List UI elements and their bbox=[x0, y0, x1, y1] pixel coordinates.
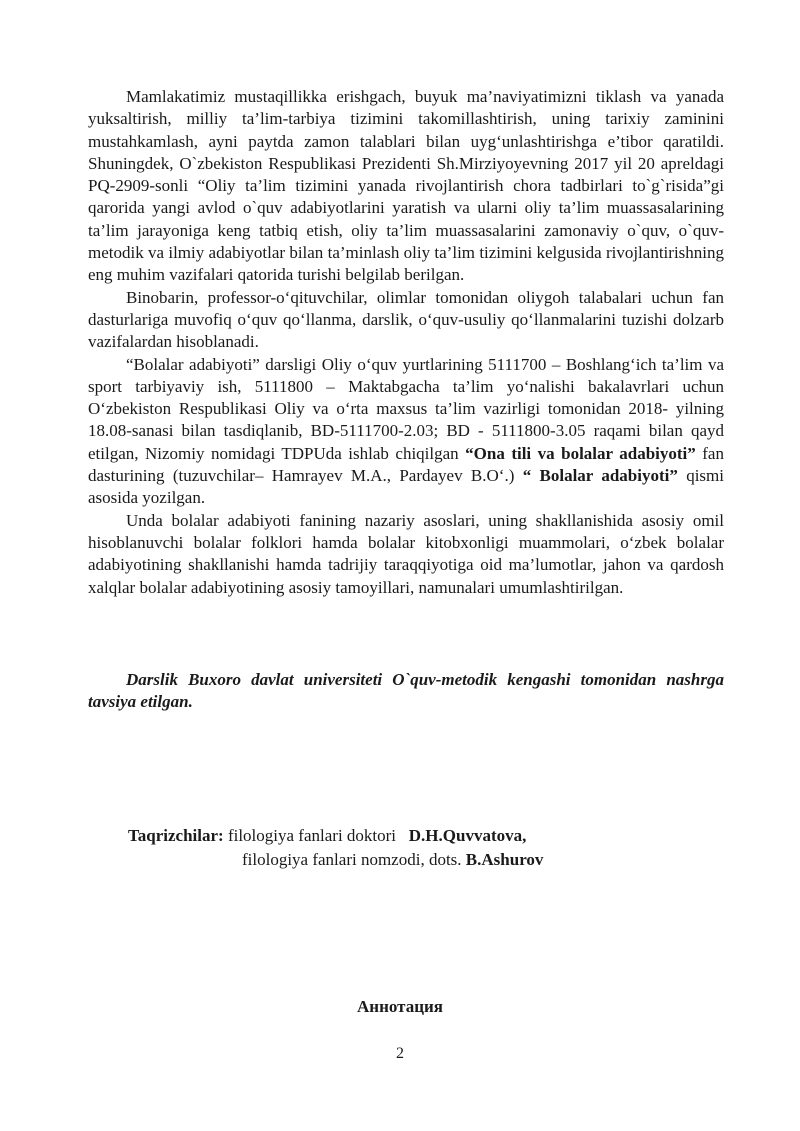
paragraph-professors: Binobarin, professor-o‘qituvchilar, olimlar tomonidan oliygoh talabalari uchun fan dasturlariga muvofiq o‘quv qo‘llanma, darslik, o‘quv-usuliy qo‘llanmalarini tuzishi dolzarb vazifalardan hisoblanadi. bbox=[88, 287, 724, 352]
reviewer-1-title: filologiya fanlari doktori bbox=[223, 826, 401, 845]
paragraph-textbook-part2: fan dasturining (tuzuvchilar– Hamrayev M.A., Pardayev B.O‘.) bbox=[88, 443, 724, 486]
paragraph-independence: Mamlakatimiz mustaqillikka erishgach, buyuk ma’naviyatimizni tiklash va yanada yuksaltirish, milliy ta’lim-tarbiya tizimini takomillashtirish, uning tarixiy zaminini mustahkamlash, ayni paytda zamon talablari bilan uyg‘unlashtirishga e’tibor qaratildi. Shuningdek, O`zbekiston Respublikasi Prezidenti Sh.Mirziyoyevning 2017 yil 20 apreldagi PQ-2909-sonli “Oliy ta’lim tizimini yanada rivojlantirish chora tadbirlari to`g`risida”gi qarorida yangi avlod o`quv adabiyotlarini yaratish va ularni oliy ta’lim muassasalarining ta’lim jarayoniga keng tatbiq etish, oliy ta’lim muassasalarini zamonaviy o`quv, o`quv-metodik va ilmiy adabiyotlar bilan ta’minlash oliy ta’lim tizimini kelgusida rivojlantirishning eng muhim vazifalari qatorida turishi belgilab berilgan. bbox=[88, 87, 724, 285]
reviewer-1-name: D.H.Quvvatova, bbox=[408, 826, 527, 845]
main-text bbox=[88, 86, 724, 599]
paragraph-textbook-info bbox=[88, 354, 724, 510]
page-number: 2 bbox=[396, 1045, 404, 1062]
annotation-heading: Аннотация bbox=[357, 997, 443, 1016]
section-title-bold: “ Bolalar adabiyoti” bbox=[522, 466, 678, 486]
reviewer-2-title: filologiya fanlari nomzodi, dots. bbox=[242, 850, 466, 869]
reviewers-block bbox=[128, 824, 688, 872]
reviewer-line-2 bbox=[128, 848, 688, 872]
paragraph-textbook-part3: qismi asosida yozilgan. bbox=[88, 466, 724, 508]
paragraph-contents: Unda bolalar adabiyoti fanining nazariy asoslari, uning shakllanishida asosiy omil hisoblanuvchi bolalar folklori hamda bolalar kitobxonligi muammolari, o‘zbek bolalar adabiyotining shakllanishi hamda tadrijiy taraqqiyotiga oid ma’lumotlar, jahon va qardosh xalqlar bolalar adabiyotining asosiy tamoyillari, namunalari umumlashtirilgan. bbox=[88, 510, 724, 597]
reviewers-label: Taqrizchilar: bbox=[128, 826, 224, 845]
reviewer-2-name: B.Ashurov bbox=[465, 850, 544, 869]
reviewer-line-1 bbox=[128, 824, 688, 848]
program-title-bold: “Ona tili va bolalar adabiyoti” bbox=[465, 443, 696, 463]
publication-recommendation: Darslik Buxoro davlat universiteti O`quv-metodik kengashi tomonidan nashrga tavsiya etilgan. bbox=[88, 670, 724, 712]
paragraph-textbook-part1: “Bolalar adabiyoti” darsligi Oliy o‘quv yurtlarining 5111700 – Boshlang‘ich ta’lim va sport tarbiyaviy ish, 5111800 – Maktabgacha ta’lim yo‘nalishi bakalavrlari uchun O‘zbekiston Respublikasi Oliy va o‘rta maxsus ta’lim vazirligi tomonidan 2018- yilning 18.08-sanasi bilan tasdiqlanib, BD-5111700-2.03; BD - 5111800-3.05 raqami bilan qayd etilgan, Nizomiy nomidagi TDPUda ishlab chiqilgan bbox=[88, 354, 724, 463]
